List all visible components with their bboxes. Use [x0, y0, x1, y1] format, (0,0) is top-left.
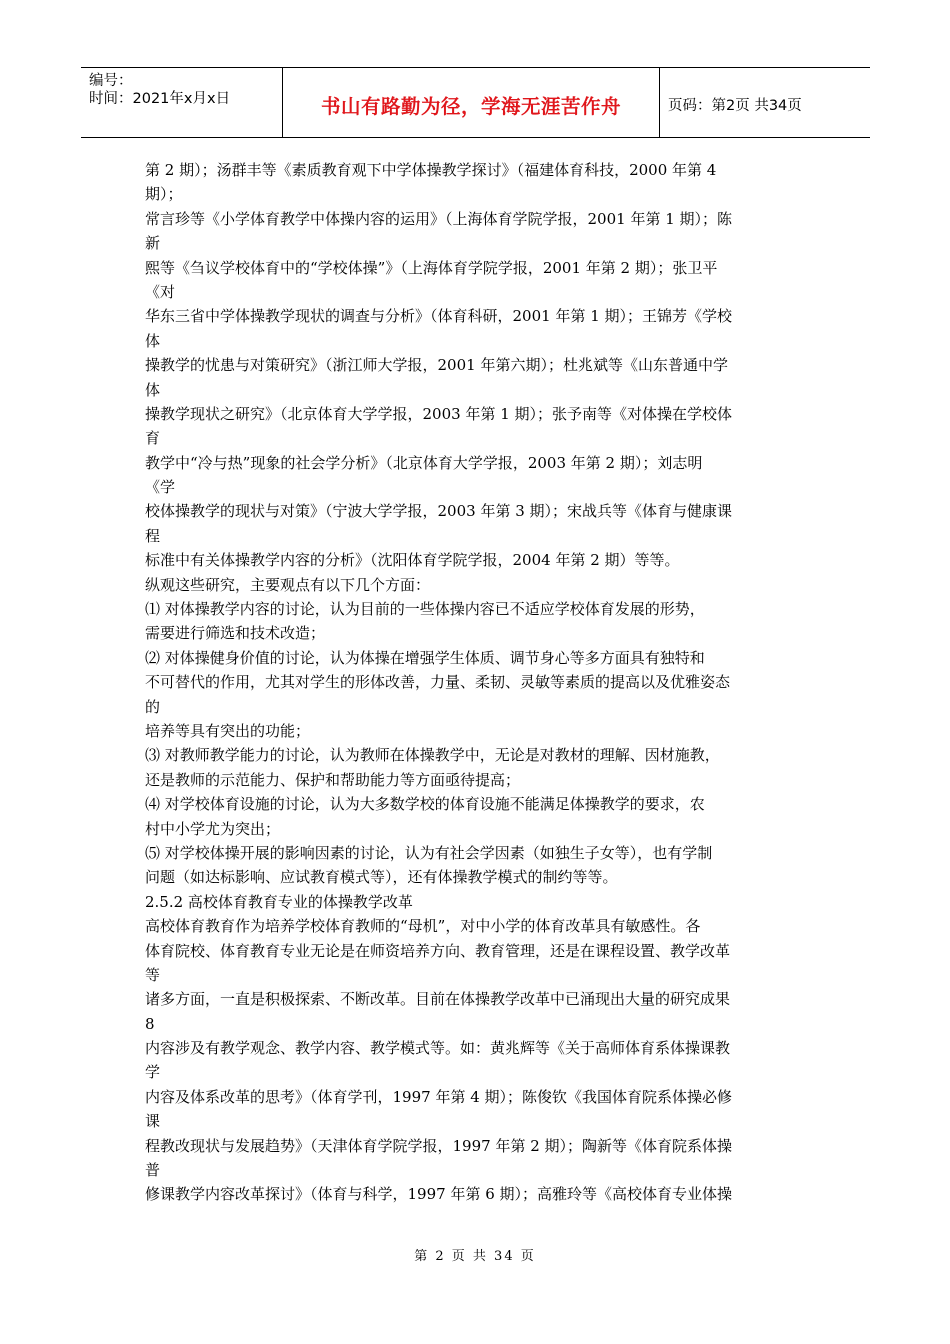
- text-line: 体: [145, 380, 161, 399]
- text-line: 学: [145, 1063, 161, 1082]
- text-line: 标准中有关体操教学内容的分析》（沈阳体育学院学报，2004 年第 2 期）等等。: [145, 551, 680, 570]
- document-number-label: 编号：: [89, 73, 133, 89]
- text-line: 操教学的忧患与对策研究》（浙江师大学报，2001 年第六期）；杜兆斌等《山东普通中学: [145, 356, 728, 375]
- text-line: 内容及体系改革的思考》（体育学刊，1997 年第 4 期）；陈俊钦《我国体育院系体操必修: [145, 1087, 733, 1106]
- text-line: 8: [145, 1014, 155, 1033]
- text-line: 纵观这些研究，主要观点有以下几个方面：: [145, 575, 431, 594]
- text-line: 还是教师的示范能力、保护和帮助能力等方面亟待提高；: [145, 770, 521, 789]
- text-line: 育: [145, 429, 161, 448]
- text-line: 普: [145, 1161, 161, 1180]
- text-line: ⑸ 对学校体操开展的影响因素的讨论，认为有社会学因素（如独生子女等），也有学制: [145, 843, 713, 862]
- text-line: 2.5.2 高校体育教育专业的体操教学改革: [145, 892, 413, 911]
- text-line: 不可替代的作用，尤其对学生的形体改善，力量、柔韧、灵敏等素质的提高以及优雅姿态: [145, 673, 731, 692]
- text-line: 高校体育教育作为培养学校体育教师的“母机”，对中小学的体育改革具有敏感性。各: [145, 917, 701, 936]
- text-line: 体育院校、体育教育专业无论是在师资培养方向、教育管理，还是在课程设置、教学改革: [145, 941, 731, 960]
- text-line: 诸多方面，一直是积极探索、不断改革。目前在体操教学改革中已涌现出大量的研究成果: [145, 990, 731, 1009]
- text-line: 的: [145, 697, 161, 716]
- text-line: 培养等具有突出的功能；: [145, 721, 311, 740]
- text-line: 《对: [145, 282, 176, 301]
- text-line: 内容涉及有教学观念、教学内容、教学模式等。如：黄兆辉等《关于高师体育系体操课教: [145, 1039, 731, 1058]
- text-line: 熙等《刍议学校体育中的“学校体操”》（上海体育学院学报，2001 年第 2 期）；张卫平: [145, 258, 718, 277]
- text-line: 新: [145, 234, 161, 253]
- text-line: 程: [145, 526, 161, 545]
- text-line: 《学: [145, 478, 176, 497]
- text-line: 程教改现状与发展趋势》（天津体育学院学报，1997 年第 2 期）；陶新等《体育院系体操: [145, 1136, 733, 1155]
- text-line: 第 2 期）；汤群丰等《素质教育观下中学体操教学探讨》（福建体育科技，2000 年第 4: [145, 161, 717, 179]
- text-line: 期）；: [145, 185, 183, 204]
- text-line: 教学中“冷与热”现象的社会学分析》（北京体育大学学报，2003 年第 2 期）；刘志明: [145, 453, 703, 472]
- text-line: 村中小学尤为突出；: [145, 819, 281, 838]
- text-line: 校体操教学的现状与对策》（宁波大学学报，2003 年第 3 期）；宋战兵等《体育与健康课: [145, 502, 733, 521]
- header-table: [81, 67, 870, 138]
- text-line: 体: [145, 331, 161, 350]
- text-line: ⑵ 对体操健身价值的讨论，认为体操在增强学生体质、调节身心等多方面具有独特和: [145, 648, 705, 667]
- page-footer: 第 2 页 共 34 页: [414, 1249, 536, 1264]
- header-motto: 书山有路勤为径，学海无涯苦作舟: [320, 95, 621, 118]
- document-date-label: 时间：2021年x月x日: [89, 91, 231, 107]
- body-text: [145, 158, 815, 1207]
- header-page-info: 页码：第2页 共34页: [668, 98, 802, 114]
- text-line: 修课教学内容改革探讨》（体育与科学，1997 年第 6 期）；高雅玲等《高校体育专业体操: [145, 1185, 733, 1204]
- text-line: ⑷ 对学校体育设施的讨论，认为大多数学校的体育设施不能满足体操教学的要求，农: [145, 795, 705, 814]
- text-line: 课: [145, 1112, 161, 1131]
- text-line: 华东三省中学体操教学现状的调查与分析》（体育科研，2001 年第 1 期）；王锦芳《学校: [145, 307, 733, 326]
- text-line: 等: [145, 965, 161, 984]
- text-line: 问题（如达标影响、应试教育模式等），还有体操教学模式的制约等等。: [145, 868, 618, 887]
- text-line: 常言珍等《小学体育教学中体操内容的运用》（上海体育学院学报，2001 年第 1 期）；陈: [145, 209, 733, 228]
- header-meta-cell: [81, 68, 283, 137]
- text-line: 操教学现状之研究》（北京体育大学学报，2003 年第 1 期）；张予南等《对体操在学校体: [145, 404, 733, 423]
- text-line: ⑶ 对教师教学能力的讨论，认为教师在体操教学中，无论是对教材的理解、因材施教，: [145, 746, 720, 765]
- text-line: 需要进行筛选和技术改造；: [145, 624, 326, 643]
- header-motto-cell: [283, 68, 660, 137]
- text-line: ⑴ 对体操教学内容的讨论，认为目前的一些体操内容已不适应学校体育发展的形势，: [145, 600, 705, 619]
- header-page-cell: [660, 68, 870, 137]
